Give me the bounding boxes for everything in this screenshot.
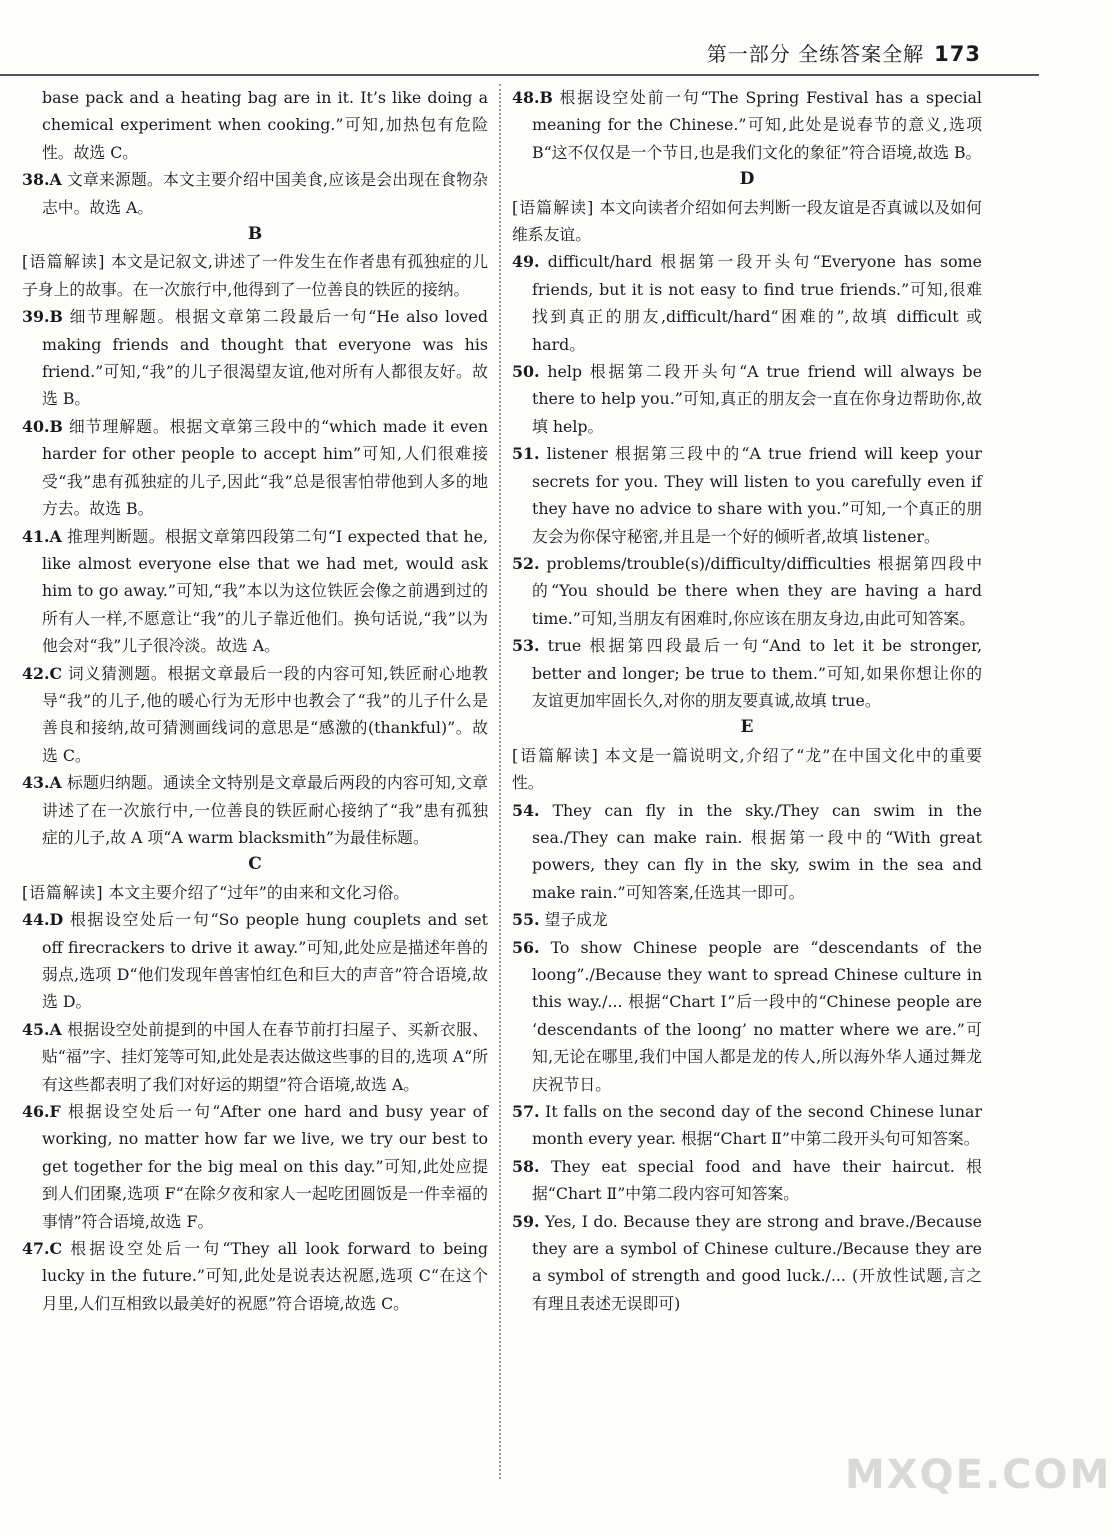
question-number: 38.A xyxy=(22,170,62,190)
question-number: 54. xyxy=(512,800,540,820)
answer-text: It falls on the second day of the second Chinese lunar month every year. 根据“Chart Ⅱ”中第二段开头句可知答案。 xyxy=(532,1102,982,1149)
intro-label: [语篇解读] xyxy=(22,882,104,902)
question-number: 43.A xyxy=(22,773,62,793)
question-number: 51. xyxy=(512,444,540,464)
answer-item xyxy=(512,84,982,166)
answer-text: 望子成龙 xyxy=(544,910,608,930)
intro-text: 本文主要介绍了“过年”的由来和文化习俗。 xyxy=(108,882,410,902)
question-number: 57. xyxy=(512,1102,540,1122)
answer-item xyxy=(512,632,982,714)
passage-intro xyxy=(512,742,982,797)
answer-text: true 根据第四段最后一句“And to let it be stronger, better and longer; be true to them.”可知,如果你想让你的友谊更加牢固长久,对你的朋友要真诚,故填 true。 xyxy=(532,636,982,710)
answer-text: 细节理解题。根据文章第三段中的“which made it even harder for other people to accept him”可知,人们很难接受“我”患有孤独症的儿子,因此“我”总是很害怕带他到人多的地方去。故选 B。 xyxy=(42,416,488,519)
answer-text: They eat special food and have their haircut. 根据“Chart Ⅱ”中第二段内容可知答案。 xyxy=(532,1156,982,1204)
answer-text: 词义猜测题。根据文章最后一段的内容可知,铁匠耐心地教导“我”的儿子,他的暖心行为无形中也教会了“我”的儿子什么是善良和接纳,故可猜测画线词的意思是“感激的(thankful)”。故选 C。 xyxy=(42,663,488,765)
answer-item xyxy=(22,769,488,851)
watermark-logo: MXQE.COM xyxy=(845,1452,1111,1498)
header-rule xyxy=(0,74,1039,76)
question-number: 59. xyxy=(512,1211,540,1231)
question-number: 53. xyxy=(512,636,540,656)
question-number: 52. xyxy=(512,553,540,573)
answer-item xyxy=(512,358,982,440)
section-heading: D xyxy=(739,169,755,190)
answer-item xyxy=(512,248,982,358)
question-number: 46.F xyxy=(22,1102,61,1122)
question-number: 56. xyxy=(512,937,540,957)
question-number: 58. xyxy=(512,1156,540,1176)
question-number: 49. xyxy=(512,252,540,272)
answer-text: 根据设空处后一句“So people hung couplets and set off firecrackers to drive it away.”可知,此处应是描述年兽的弱点,选项 D“他们发现年兽害怕红色和巨大的声音”符合语境,故选 D。 xyxy=(42,910,488,1012)
intro-text: 本文是一篇说明文,介绍了“龙”在中国文化中的重要性。 xyxy=(512,745,982,793)
answer-text: help 根据第二段开头句“A true friend will always be there to help you.”可知,真正的朋友会一直在你身边帮助你,故填 help。 xyxy=(532,362,982,436)
answer-text: 标题归纳题。通读全文特别是文章最后两段的内容可知,文章讲述了在一次旅行中,一位善良的铁匠耐心接纳了“我”患有孤独症的儿子,故 A 项“A warm blacksmith”为最佳标题。 xyxy=(42,773,488,847)
answer-text: difficult/hard 根据第一段开头句“Everyone has some friends, but it is not easy to find true friends.”可知,很难找到真正的朋友,difficult/hard“困难的”,故填 difficult 或 hard。 xyxy=(532,252,982,354)
answer-text: 根据设空处前提到的中国人在春节前打扫屋子、买新衣服、贴“福”字、挂灯笼等可知,此处是表达做这些事的目的,选项 A“所有这些都表明了我们对好运的期望”符合语境,故选 A。 xyxy=(42,1019,488,1094)
question-number: 47.C xyxy=(22,1239,63,1259)
intro-text: 本文向读者介绍如何去判断一段友谊是否真诚以及如何维系友谊。 xyxy=(512,197,982,245)
passage-intro xyxy=(512,194,982,249)
question-number: 48.B xyxy=(512,88,553,107)
answer-text: listener 根据第三段中的“A true friend will keep your secrets for you. They will listen to you carefully even if they have no advice to share with you.”可知,一个真正的朋友会为你保守秘密,并且是一个好的倾听者,故填 listener。 xyxy=(532,444,982,546)
answer-item xyxy=(22,1098,488,1235)
intro-text: 本文是记叙文,讲述了一件发生在作者患有孤独症的儿子身上的故事。在一次旅行中,他得到了一位善良的铁匠的接纳。 xyxy=(22,252,488,299)
answer-item xyxy=(512,797,982,907)
question-number: 45.A xyxy=(22,1019,62,1039)
section-heading: E xyxy=(740,717,754,738)
answer-text: Yes, I do. Because they are strong and brave./Because they are a symbol of Chinese culture./Because they are a symbol of strength and good luck./... (开放性试题,言之有理且表述无误即可) xyxy=(532,1211,982,1313)
question-number: 39.B xyxy=(22,307,63,327)
intro-label: [语篇解读] xyxy=(512,197,595,217)
question-number: 40.B xyxy=(22,416,63,436)
section-heading: B xyxy=(247,224,263,245)
answer-text: 根据设空处后一句“They all look forward to being lucky in the future.”可知,此处是说表达祝愿,选项 C“在这个月里,人们互相致以最美好的祝愿”符合语境,故选 C。 xyxy=(42,1239,488,1313)
answer-text: To show Chinese people are “descendants of the loong”./Because they want to spread Chinese culture in this way./... 根据“Chart Ⅰ”后一段中的“Chinese people are ‘descendants of the loong’ no matter where we are.”可知,无论在哪里,我们中国人都是龙的传人,所以海外华人通过舞龙庆祝节日。 xyxy=(532,937,982,1094)
left-column xyxy=(22,84,488,1317)
answer-text: They can fly in the sky./They can swim in the sea./They can make rain. 根据第一段中的“With great powers, they can fly in the sky, swim in the sea and make rain.”可知答案,任选其一即可。 xyxy=(532,800,982,902)
answer-text: 根据设空处前一句“The Spring Festival has a special meaning for the Chinese.”可知,此处是说春节的意义,选项 B“这不仅仅是一个节日,也是我们文化的象征”符合语境,故选 B。 xyxy=(532,88,982,162)
answer-text: 文章来源题。本文主要介绍中国美食,应该是会出现在食物杂志中。故选 A。 xyxy=(42,170,488,217)
intro-label: [语篇解读] xyxy=(512,745,599,765)
section-title: 第一部分 全练答案全解 xyxy=(706,42,925,66)
answer-text: 根据设空处后一句“After one hard and busy year of working, no matter how far we live, we try our best to get together for the big meal on this day.”可知,此处应提到人们团聚,选项 F“在除夕夜和家人一起吃团圆饭是一件幸福的事情”符合语境,故选 F。 xyxy=(42,1102,488,1231)
page-header xyxy=(707,38,981,67)
right-column xyxy=(512,84,982,1317)
question-number: 42.C xyxy=(22,663,63,683)
answer-item xyxy=(22,303,488,413)
answer-item xyxy=(512,934,982,1098)
intro-label: [语篇解读] xyxy=(22,252,106,272)
answer-item xyxy=(22,1016,488,1098)
answer-text: 细节理解题。根据文章第二段最后一句“He also loved making friends and thought that everyone was his friend.”可知,“我”的儿子很渴望友谊,他对所有人都很友好。故选 B。 xyxy=(42,307,488,409)
answer-item xyxy=(512,1098,982,1153)
question-number: 55. xyxy=(512,910,540,930)
answer-item xyxy=(22,906,488,1016)
answer-item xyxy=(512,440,982,550)
answer-text: 推理判断题。根据文章第四段第二句“I expected that he, like almost everyone else that we had met, would ask him to go away.”可知,“我”本以为这位铁匠会像之前遇到过的所有人一样,不愿意让“我”的儿子靠近他们。换句话说,“我”以为他会对“我”儿子很冷淡。故选 A。 xyxy=(42,526,488,656)
page-number: 173 xyxy=(934,42,981,66)
answer-item xyxy=(22,413,488,523)
question-number: 41.A xyxy=(22,526,62,546)
question-number: 44.D xyxy=(22,910,64,930)
answer-item xyxy=(22,523,488,660)
question-number: 50. xyxy=(512,362,540,382)
answer-item xyxy=(512,1208,982,1318)
passage-intro xyxy=(22,248,488,303)
section-heading: C xyxy=(248,854,262,875)
column-divider xyxy=(499,84,501,1479)
answer-item xyxy=(512,550,982,632)
passage-intro xyxy=(22,879,488,906)
answer-item xyxy=(22,1235,488,1317)
answer-item xyxy=(22,166,488,221)
answer-item xyxy=(512,906,982,933)
answer-item xyxy=(22,660,488,770)
answer-item xyxy=(512,1153,982,1208)
answer-text: problems/trouble(s)/difficulty/difficulties 根据第四段中的“You should be there when they are having a hard time.”可知,当朋友有困难时,你应该在朋友身边,由此可知答案。 xyxy=(532,553,982,628)
answer-continuation: base pack and a heating bag are in it. It’s like doing a chemical experiment when cooking.”可知,加热包有危险性。故选 C。 xyxy=(42,88,488,162)
